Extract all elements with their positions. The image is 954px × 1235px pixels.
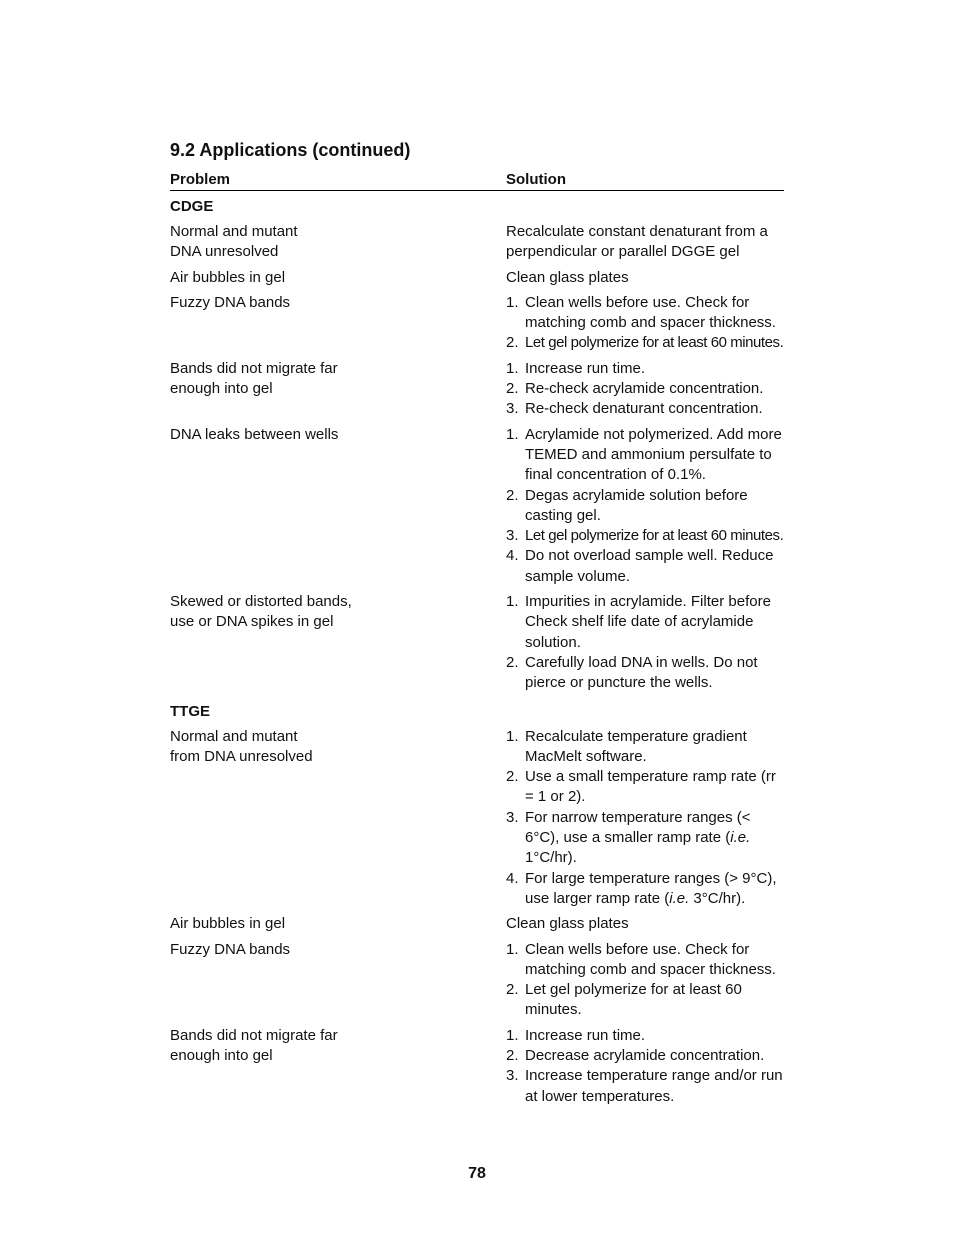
problem-cell bbox=[170, 940, 506, 1021]
step-number: 2. bbox=[506, 380, 519, 398]
problem-line: Normal and mutant bbox=[170, 223, 298, 240]
step-number: 2. bbox=[506, 334, 519, 352]
solution-cell bbox=[506, 727, 784, 910]
solution-cell bbox=[506, 293, 784, 354]
solution-cell bbox=[506, 940, 784, 1021]
step-text-part: For large temperature ranges (> 9°C), use larger ramp rate ( bbox=[525, 869, 777, 907]
problem-line: Normal and mutant bbox=[170, 727, 298, 745]
section-heading: 9.2 Applications (continued) bbox=[170, 140, 411, 160]
solution-cell bbox=[506, 592, 784, 693]
step-number: 1. bbox=[506, 727, 519, 745]
step-number: 2. bbox=[506, 768, 519, 786]
step-number: 4. bbox=[506, 869, 519, 887]
solution-steps bbox=[506, 293, 784, 354]
table-row bbox=[170, 425, 784, 587]
problem-cell bbox=[170, 592, 506, 693]
problem-cell bbox=[170, 359, 506, 420]
section-title-cdge: CDGE bbox=[170, 198, 214, 215]
problem-cell bbox=[170, 425, 506, 587]
solution-step bbox=[506, 1026, 784, 1046]
step-text: Clean wells before use. Check for matching comb and spacer thickness. bbox=[525, 940, 776, 978]
problem-line: from DNA unresolved bbox=[170, 747, 313, 765]
step-text: Do not overload sample well. Reduce sample volume. bbox=[525, 547, 774, 585]
table-row bbox=[170, 293, 784, 354]
solution-steps bbox=[506, 1026, 784, 1107]
step-text: Increase temperature range and/or run at lower temperatures. bbox=[525, 1067, 783, 1105]
table-row bbox=[170, 727, 784, 910]
solution-step bbox=[506, 808, 784, 869]
section-title-ttge: TTGE bbox=[170, 702, 210, 720]
step-text: Clean wells before use. Check for matching comb and spacer thickness. bbox=[525, 293, 776, 332]
problem-line: Air bubbles in gel bbox=[170, 915, 286, 933]
solution-cell bbox=[506, 914, 784, 934]
solution-steps bbox=[506, 727, 784, 910]
solution-step bbox=[506, 546, 784, 587]
solution-steps bbox=[506, 425, 784, 587]
step-text: Acrylamide not polymerized. Add more TEMED and ammonium persulfate to final concentration of 0.1%. bbox=[525, 425, 782, 484]
solution-step bbox=[506, 293, 784, 334]
step-text-emphasis: i.e. bbox=[730, 829, 751, 847]
table-row bbox=[170, 1026, 784, 1107]
solution-cell bbox=[506, 222, 784, 263]
problem-cell bbox=[170, 293, 506, 354]
step-number: 1. bbox=[506, 593, 519, 611]
table-row bbox=[170, 914, 784, 934]
step-number: 2. bbox=[506, 486, 519, 504]
step-text: Re-check denaturant concentration. bbox=[525, 400, 763, 418]
header-rule bbox=[170, 190, 784, 191]
solution-cell bbox=[506, 1026, 784, 1107]
table-row bbox=[170, 268, 784, 288]
step-text-part: 1°C/hr). bbox=[525, 849, 577, 867]
problem-line: DNA unresolved bbox=[170, 243, 279, 261]
step-text: Let gel polymerize for at least 60 minutes. bbox=[525, 527, 784, 545]
step-number: 2. bbox=[506, 981, 519, 999]
solution-step bbox=[506, 399, 784, 419]
step-number: 2. bbox=[506, 1046, 519, 1064]
solution-cell bbox=[506, 425, 784, 587]
solution-step bbox=[506, 727, 784, 768]
solution-line: Recalculate constant denaturant from a bbox=[506, 223, 768, 240]
step-number: 4. bbox=[506, 547, 519, 565]
step-number: 3. bbox=[506, 1067, 519, 1085]
problem-line: enough into gel bbox=[170, 1046, 273, 1064]
solution-steps bbox=[506, 592, 784, 693]
step-text: Impurities in acrylamide. Filter before Check shelf life date of acrylamide solution. bbox=[525, 593, 771, 651]
troubleshooting-table bbox=[170, 197, 784, 1112]
step-number: 3. bbox=[506, 808, 519, 826]
step-text: Let gel polymerize for at least 60 minutes. bbox=[525, 981, 742, 1019]
problem-cell bbox=[170, 268, 506, 288]
problem-cell bbox=[170, 222, 506, 263]
solution-step bbox=[506, 526, 784, 546]
table-row bbox=[170, 359, 784, 420]
table-row bbox=[170, 592, 784, 693]
column-header-problem: Problem bbox=[170, 171, 231, 188]
problem-line: Skewed or distorted bands, bbox=[170, 593, 352, 611]
solution-step bbox=[506, 486, 784, 527]
step-text: Increase run time. bbox=[525, 1026, 646, 1044]
solution-step bbox=[506, 940, 784, 981]
column-header-solution: Solution bbox=[506, 171, 566, 188]
problem-line: use or DNA spikes in gel bbox=[170, 613, 334, 631]
solution-step bbox=[506, 653, 784, 694]
table-row bbox=[170, 940, 784, 1021]
problem-cell bbox=[170, 1026, 506, 1107]
step-text: Increase run time. bbox=[525, 359, 646, 377]
problem-line: Bands did not migrate far bbox=[170, 359, 338, 377]
solution-step bbox=[506, 359, 784, 379]
step-text: Let gel polymerize for at least 60 minutes. bbox=[525, 334, 784, 352]
solution-cell bbox=[506, 268, 784, 288]
problem-cell bbox=[170, 914, 506, 934]
problem-cell bbox=[170, 727, 506, 910]
step-text bbox=[525, 808, 784, 869]
solution-step bbox=[506, 869, 784, 910]
step-text: Recalculate temperature gradient MacMelt software. bbox=[525, 727, 747, 765]
step-number: 3. bbox=[506, 527, 519, 545]
page-number: 78 bbox=[468, 1165, 486, 1182]
step-text: Re-check acrylamide concentration. bbox=[525, 380, 764, 398]
problem-line: Fuzzy DNA bands bbox=[170, 940, 291, 958]
solution-step bbox=[506, 980, 784, 1021]
problem-line: Fuzzy DNA bands bbox=[170, 293, 291, 311]
solution-line: Clean glass plates bbox=[506, 915, 629, 933]
problem-line: enough into gel bbox=[170, 380, 273, 398]
step-number: 1. bbox=[506, 1026, 519, 1044]
step-text-emphasis: i.e. bbox=[669, 889, 690, 907]
solution-step bbox=[506, 333, 784, 353]
solution-steps bbox=[506, 940, 784, 1021]
problem-line: DNA leaks between wells bbox=[170, 425, 339, 443]
solution-step bbox=[506, 425, 784, 486]
step-text bbox=[525, 869, 784, 910]
solution-step bbox=[506, 1066, 784, 1107]
step-number: 1. bbox=[506, 359, 519, 377]
step-text-part: For narrow temperature ranges (< 6°C), use a smaller ramp rate ( bbox=[525, 808, 751, 847]
solution-step bbox=[506, 592, 784, 653]
table-row bbox=[170, 222, 784, 263]
solution-line: perpendicular or parallel DGGE gel bbox=[506, 243, 740, 261]
step-number: 1. bbox=[506, 940, 519, 958]
solution-cell bbox=[506, 359, 784, 420]
solution-line: Clean glass plates bbox=[506, 268, 629, 286]
solution-steps bbox=[506, 359, 784, 420]
solution-step bbox=[506, 1046, 784, 1066]
step-text: Decrease acrylamide concentration. bbox=[525, 1046, 765, 1064]
step-number: 3. bbox=[506, 400, 519, 418]
step-text: Use a small temperature ramp rate (rr = 1 or 2). bbox=[525, 768, 776, 806]
step-number: 1. bbox=[506, 425, 519, 443]
step-text-part: 3°C/hr). bbox=[689, 889, 746, 907]
step-number: 2. bbox=[506, 653, 519, 671]
solution-step bbox=[506, 379, 784, 399]
step-text: Carefully load DNA in wells. Do not pierce or puncture the wells. bbox=[525, 653, 758, 692]
step-number: 1. bbox=[506, 293, 519, 311]
problem-line: Air bubbles in gel bbox=[170, 268, 286, 286]
solution-step bbox=[506, 767, 784, 808]
problem-line: Bands did not migrate far bbox=[170, 1026, 338, 1044]
step-text: Degas acrylamide solution before casting gel. bbox=[525, 486, 748, 524]
